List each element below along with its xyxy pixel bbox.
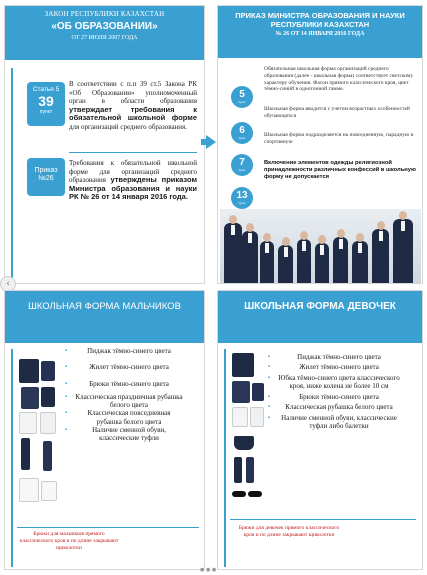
slide-girls [217,290,423,570]
para2-plain: Требования к обязательной школьной форме для организаций среднего образования [69,159,197,184]
para1-tail: для организаций среднего образования. [69,122,188,131]
law-paragraph-1 [69,80,197,131]
student-figure [315,243,329,283]
shoes-picture [248,491,262,497]
trousers-picture [246,457,254,483]
student-figure [393,219,413,283]
para1-plain: В соответствии с п.п 39 ст.5 Закона РК «Об Образовании» уполномоченный орган в области образования [69,80,197,105]
student-figure [297,239,311,283]
order-header [218,6,422,58]
students-photo [220,209,421,283]
vest-picture [252,383,264,401]
article-word: Статья 5 [32,86,60,93]
girls-title: ШКОЛЬНАЯ ФОРМА ДЕВОЧЕК [244,301,396,312]
arrow-right-icon [206,135,216,149]
point-badge: 6 пункт [231,122,253,144]
student-figure [352,241,368,283]
point-badge: 7 пункт [231,154,253,176]
chevron-left-icon[interactable]: ‹ [0,276,16,292]
student-figure [333,237,348,283]
student-figure [224,223,242,283]
jacket-picture [41,361,55,381]
boys-header [5,291,204,343]
point-text: Обязательная школьная форма организаций среднего образования (далее - школьная форма) соответствует светскому характеру обучения. Фасон прямого классического кроя, цвет тёмно-синий в однотонной гамме. [264,66,414,93]
shirt-picture [19,478,39,502]
article-badge [27,82,65,126]
shirt-picture [250,407,264,427]
slide-law [4,5,205,284]
girls-list [268,353,400,430]
list-item: ▪ Наличие сменной обуви, классические туфли либо балетки [268,414,400,431]
student-figure [242,231,258,283]
student-figure [372,229,389,283]
skirt-picture [234,436,254,450]
list-item: ▪ Пиджак тёмно-синего цвета [65,347,183,355]
shirt-picture [41,481,57,501]
left-stripe [11,349,13,567]
list-item: ▪ Брюки тёмно-синего цвета [268,393,400,401]
law-title-line3: ОТ 27 ИЮЛЯ 2007 ГОДА [71,35,138,41]
separator [69,152,197,153]
vest-picture [41,387,55,407]
point-text: Включение элементов одежды религиозной принадлежности различных конфессий в школьную форму не допускается [264,160,416,180]
list-item: ▪ Классическая рубашка белого цвета [268,403,400,411]
separator [17,527,199,528]
point-text: Школьная форма вводится с учетом возрастных особенностей обучающихся [264,106,410,119]
para1-bold: утверждает требования к обязательной школьной форме [69,104,197,122]
point-badge: 5 пункт [231,86,253,108]
vest-picture [21,387,39,409]
order-title: ПРИКАЗ МИНИСТРА ОБРАЗОВАНИЯ И НАУКИ РЕСПУБЛИКИ КАЗАХСТАН [235,11,405,29]
separator [230,519,416,520]
slide-order [217,5,423,284]
list-item: ▪ Наличие сменной обуви, классические туфли [65,426,183,443]
list-item: ▪ Классическая праздничная рубашка белого цвета [65,393,183,410]
jacket-picture [232,353,254,377]
para2-bold: утверждены приказом Министра образования и науки РК № 26 от 14 января 2016 года. [69,175,197,201]
carousel-dots[interactable]: ● ● ● [200,567,217,573]
list-item: ▪ Классическая повседневная рубашка белого цвета [65,409,183,426]
girls-header [218,291,422,343]
shirt-picture [40,412,56,434]
order-badge: Приказ №26 [27,158,65,196]
student-figure [278,245,293,283]
law-header [5,6,204,60]
point-badge: 13 пункт [231,187,253,209]
list-item: ▪ Брюки тёмно-синего цвета [65,380,183,388]
trousers-picture [21,438,30,470]
shirt-picture [19,412,37,434]
trousers-picture [234,457,242,483]
article-number: 39 [38,93,54,109]
law-title-line2: «ОБ ОБРАЗОВАНИИ» [51,21,158,32]
shoes-picture [232,491,246,497]
boys-title: ШКОЛЬНАЯ ФОРМА МАЛЬЧИКОВ [28,301,181,312]
slide-boys [4,290,205,570]
left-stripe [11,68,13,278]
order-subtitle: № 26 ОТ 14 ЯНВАРЯ 2016 ГОДА [275,31,365,37]
left-stripe [224,349,226,567]
jacket-picture [19,359,39,383]
list-item: ▪ Жилет тёмно-синего цвета [268,363,400,371]
student-figure [260,241,274,283]
list-item: ▪ Пиджак тёмно-синего цвета [268,353,400,361]
girls-note: Брюки для девочек прямого классического кроя и по длине закрывают щиколотки [238,525,340,538]
law-title-line1: ЗАКОН РЕСПУБЛИКИ КАЗАХСТАН [44,10,165,18]
boys-note: Брюки для мальчиков прямого классического кроя и по длине закрывают щиколотки [19,531,119,551]
point-text: Школьная форма подразделяется на повседневную, парадную и спортивную [264,132,414,145]
list-item: ▪ Юбка тёмно-синего цвета классического кроя, ниже колена не более 10 см [268,374,400,391]
boys-list [65,347,183,443]
list-item: ▪ Жилет тёмно-синего цвета [65,363,183,371]
law-paragraph-2 [69,159,197,202]
trousers-picture [43,441,52,471]
shirt-picture [232,407,248,427]
article-unit: пункт [39,109,53,115]
vest-picture [232,381,250,403]
